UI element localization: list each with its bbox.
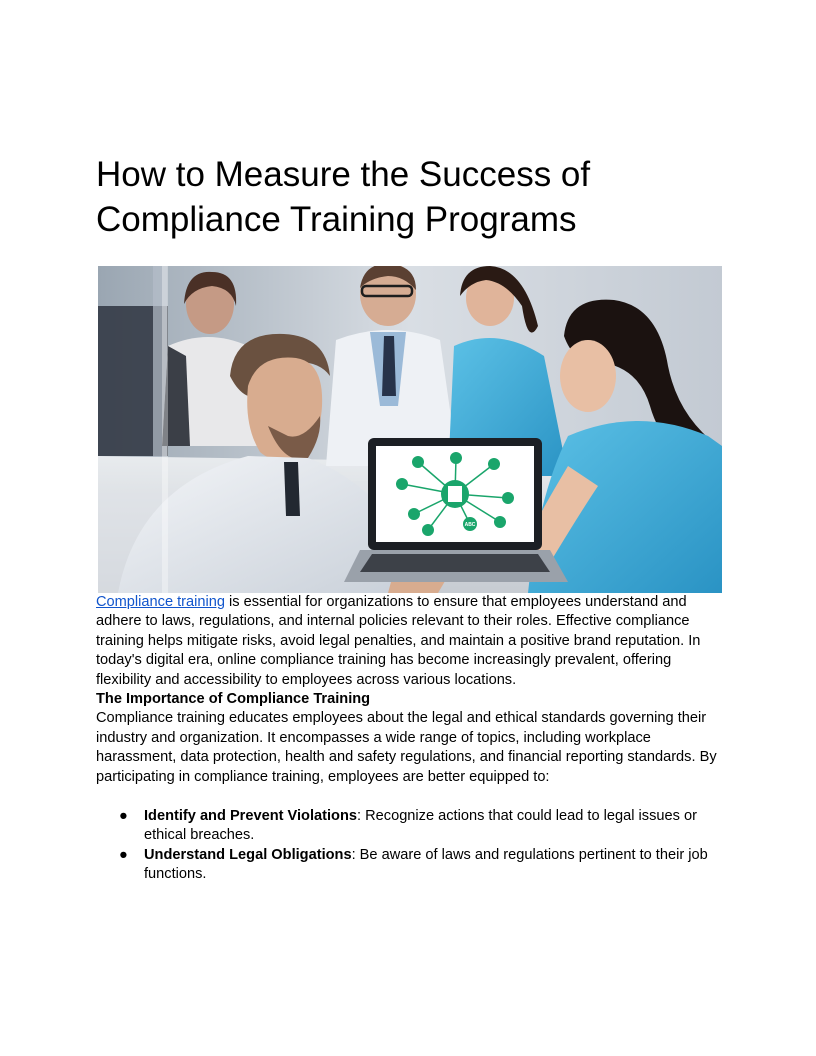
bullet-list bbox=[96, 807, 722, 885]
node-search bbox=[494, 516, 506, 528]
bullet-text: : Recognize actions that could lead to legal issues or ethical breaches. bbox=[144, 808, 697, 844]
nurse-face bbox=[560, 340, 616, 412]
section-heading: The Importance of Compliance Training bbox=[96, 691, 371, 708]
list-item bbox=[96, 846, 722, 885]
central-node-document bbox=[448, 486, 462, 502]
intro-text: is essential for organizations to ensure that employees understand and adhere to laws, regulations, and internal policies relevant to their roles. Effective compliance training helps mitigate risks, avoid legal penalties, and maintain a positive brand reputation. In today's digital era, online compliance training has become increasingly prevalent, offering flexibility and accessibility to employees across various locations. bbox=[96, 594, 701, 688]
intro-paragraph bbox=[96, 593, 722, 690]
node-top-left bbox=[412, 456, 424, 468]
doctor-tie bbox=[382, 336, 396, 396]
bullet-icon: ● bbox=[119, 846, 128, 863]
node-top-right bbox=[488, 458, 500, 470]
node-bottom-left bbox=[408, 508, 420, 520]
abc-node-label: ABC bbox=[464, 522, 476, 528]
title-line-1: How to Measure the Success of bbox=[96, 155, 591, 194]
man-tie bbox=[284, 462, 300, 516]
list-item bbox=[96, 807, 722, 846]
section-paragraph: Compliance training educates employees about the legal and ethical standards governing their industry and organization. It encompasses a wide range of topics, including workplace harassment, data protection, health and safety regulations, and financial reporting standards. By participating in compliance training, employees are better equipped to: bbox=[96, 710, 717, 785]
node-top bbox=[450, 452, 462, 464]
laptop-keys bbox=[360, 554, 550, 572]
bullet-term: Understand Legal Obligations bbox=[144, 846, 352, 863]
bullet-text: : Be aware of laws and regulations pertinent to their job functions. bbox=[144, 846, 708, 883]
hero-image bbox=[98, 266, 722, 593]
document-page bbox=[96, 152, 722, 885]
node-bottom bbox=[422, 524, 434, 536]
bullet-term: Identify and Prevent Violations bbox=[144, 808, 358, 825]
node-dollar bbox=[396, 478, 408, 490]
title-line-2: Compliance Training Programs bbox=[96, 200, 577, 239]
glass-reflection bbox=[162, 266, 168, 593]
page-title bbox=[96, 152, 722, 242]
compliance-training-link[interactable]: Compliance training bbox=[96, 594, 225, 610]
laptop bbox=[344, 438, 568, 582]
bullet-icon: ● bbox=[119, 808, 128, 825]
node-right bbox=[502, 492, 514, 504]
